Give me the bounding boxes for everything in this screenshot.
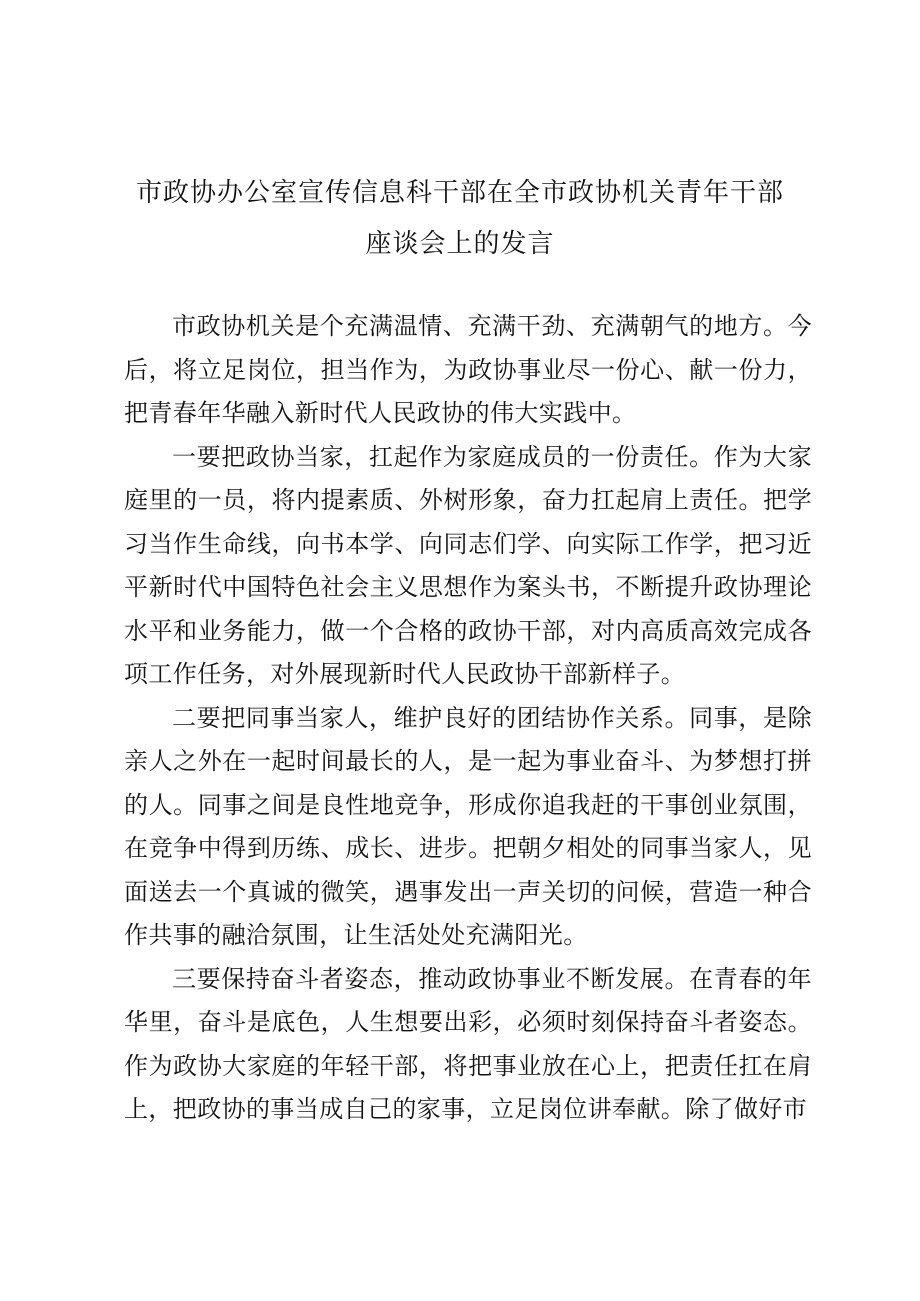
paragraph-point-1: 一要把政协当家，扛起作为家庭成员的一份责任。作为大家庭里的一员，将内提素质、外树形象，奋力扛起肩上责任。把学习当作生命线，向书本学、向同志们学、向实际工作学，把习近平新时代中国特色社会主义思想作为案头书，不断提升政协理论水平和业务能力，做一个合格的政协干部，对内高质高效完成各项工作任务，对外展现新时代人民政协干部新样子。 [124, 442, 812, 688]
paragraph-point-3: 三要保持奋斗者姿态，推动政协事业不断发展。在青春的年华里，奋斗是底色，人生想要出彩，必须时刻保持奋斗者姿态。作为政协大家庭的年轻干部，将把事业放在心上，把责任扛在肩上，把政协的事当成自己的家事，立足岗位讲奉献。除了做好市 [124, 964, 812, 1123]
document-body [124, 305, 812, 1132]
paragraph-point-2: 二要把同事当家人，维护良好的团结协作关系。同事，是除亲人之外在一起时间最长的人，是一起为事业奋斗、为梦想打拼的人。同事之间是良性地竞争，形成你追我赶的干事创业氛围，在竞争中得到历练、成长、进步。把朝夕相处的同事当家人，见面送去一个真诚的微笑，遇事发出一声关切的问候，营造一种合作共事的融洽氛围，让生活处处充满阳光。 [124, 703, 812, 949]
document-title-line-2: 座谈会上的发言 [365, 229, 555, 259]
paragraph-intro: 市政协机关是个充满温情、充满干劲、充满朝气的地方。今后，将立足岗位，担当作为，为政协事业尽一份心、献一份力，把青春年华融入新时代人民政协的伟大实践中。 [124, 312, 812, 427]
document-title-line-1: 市政协办公室宣传信息科干部在全市政协机关青年干部 [135, 178, 784, 208]
